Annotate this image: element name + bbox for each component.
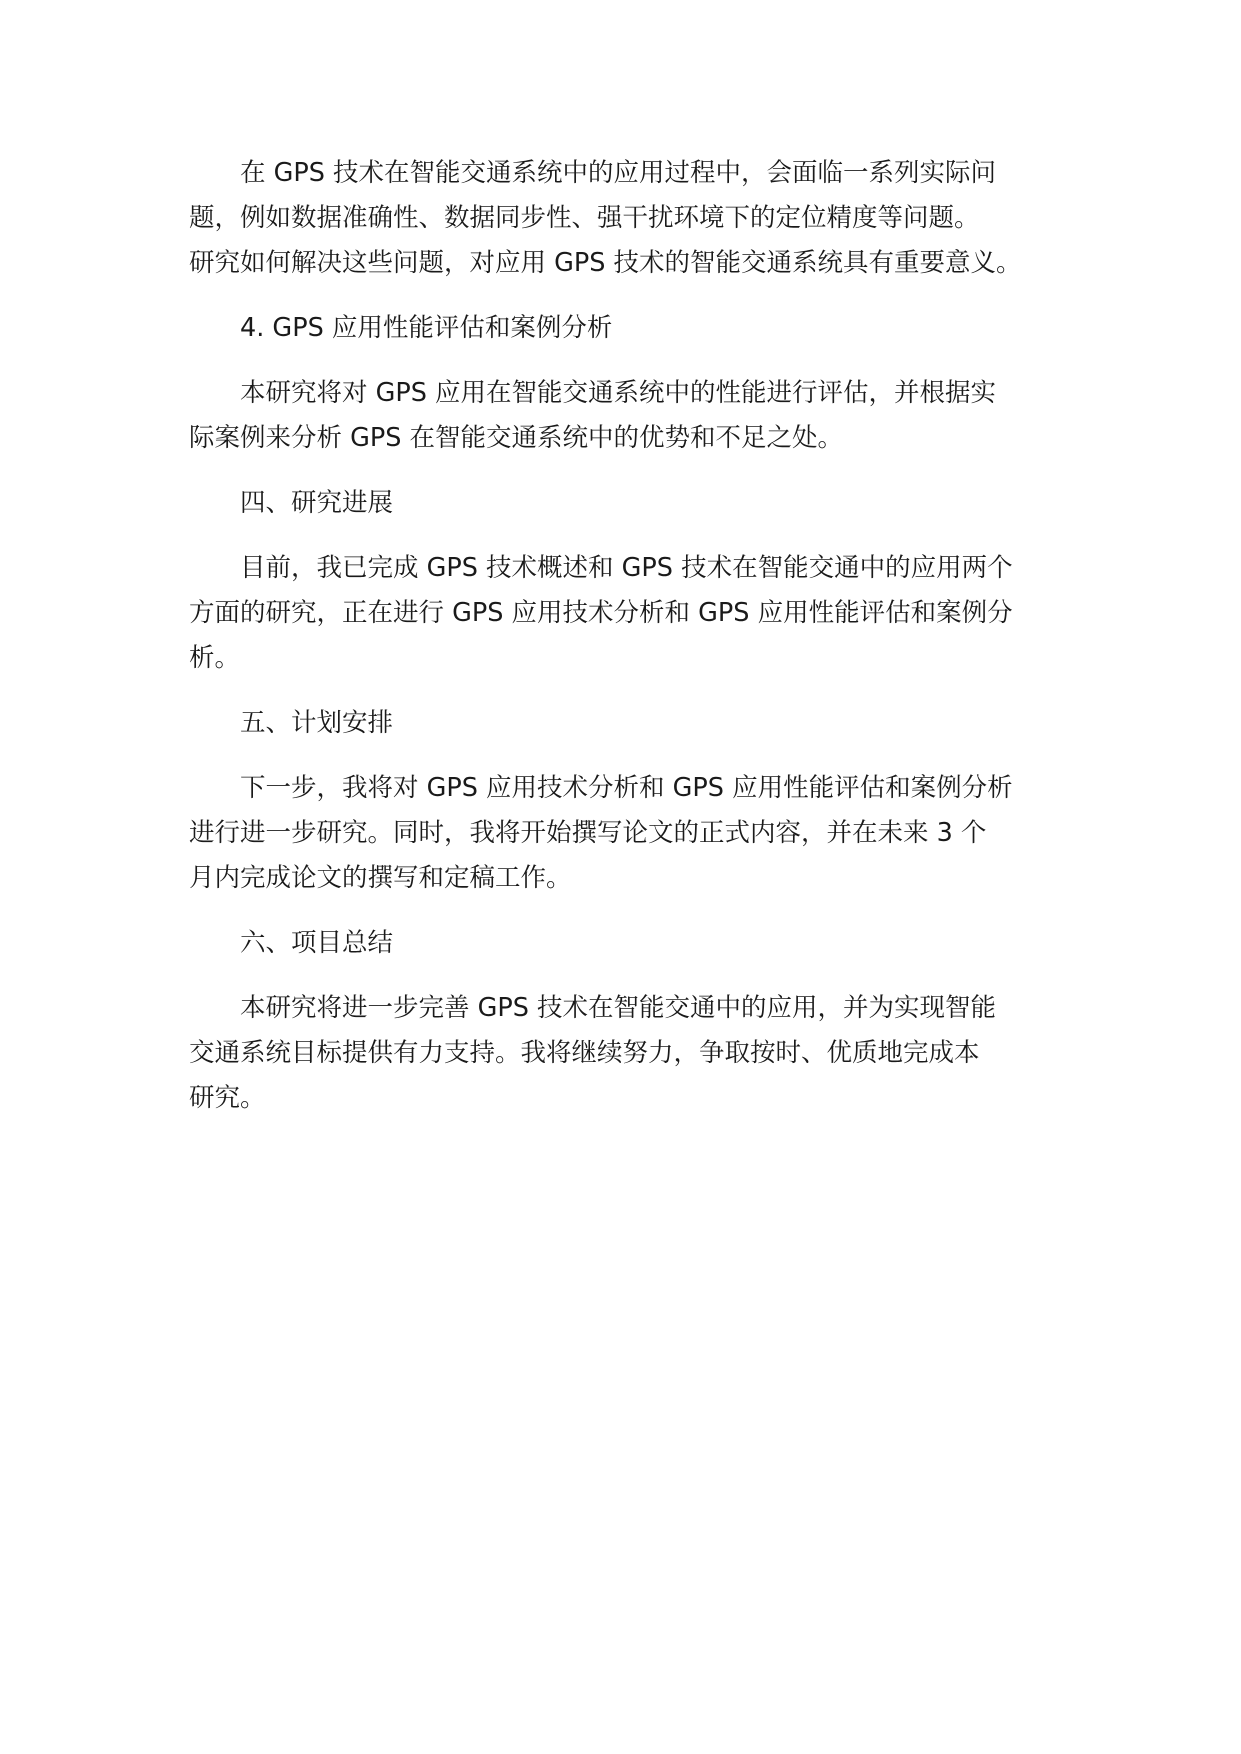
text-line: 研究如何解决这些问题，对应用 GPS 技术的智能交通系统具有重要意义。 [189,248,1022,278]
text-line: 本研究将对 GPS 应用在智能交通系统中的性能进行评估，并根据实 [240,378,997,408]
text-line: 方面的研究，正在进行 GPS 应用技术分析和 GPS 应用性能评估和案例分 [189,598,1013,628]
paragraph-performance-evaluation [189,371,1069,461]
heading-text: 五、计划安排 [240,708,394,738]
paragraph-plan [189,766,1069,901]
heading-text: 六、项目总结 [240,928,394,958]
document-body [189,151,1069,1141]
heading-text: 四、研究进展 [240,488,394,518]
text-line: 交通系统目标提供有力支持。我将继续努力，争取按时、优质地完成本 [189,1038,980,1068]
text-line: 研究。 [189,1083,266,1113]
text-line: 际案例来分析 GPS 在智能交通系统中的优势和不足之处。 [189,423,844,453]
text-line: 本研究将进一步完善 GPS 技术在智能交通中的应用，并为实现智能 [240,993,997,1023]
heading-research-progress [189,481,1069,526]
paragraph-practical-issues [189,151,1069,286]
text-line: 在 GPS 技术在智能交通系统中的应用过程中，会面临一系列实际问 [240,158,997,188]
heading-plan [189,701,1069,746]
heading-summary [189,921,1069,966]
paragraph-summary [189,986,1069,1121]
paragraph-research-progress [189,546,1069,681]
text-line: 目前，我已完成 GPS 技术概述和 GPS 技术在智能交通中的应用两个 [240,553,1013,583]
heading-text: 4. GPS 应用性能评估和案例分析 [240,313,613,343]
text-line: 月内完成论文的撰写和定稿工作。 [189,863,572,893]
text-line: 下一步，我将对 GPS 应用技术分析和 GPS 应用性能评估和案例分析 [240,773,1013,803]
heading-performance-evaluation [189,306,1069,351]
text-line: 题，例如数据准确性、数据同步性、强干扰环境下的定位精度等问题。 [189,203,980,233]
text-line: 进行进一步研究。同时，我将开始撰写论文的正式内容，并在未来 3 个 [189,818,987,848]
text-line: 析。 [189,643,241,673]
